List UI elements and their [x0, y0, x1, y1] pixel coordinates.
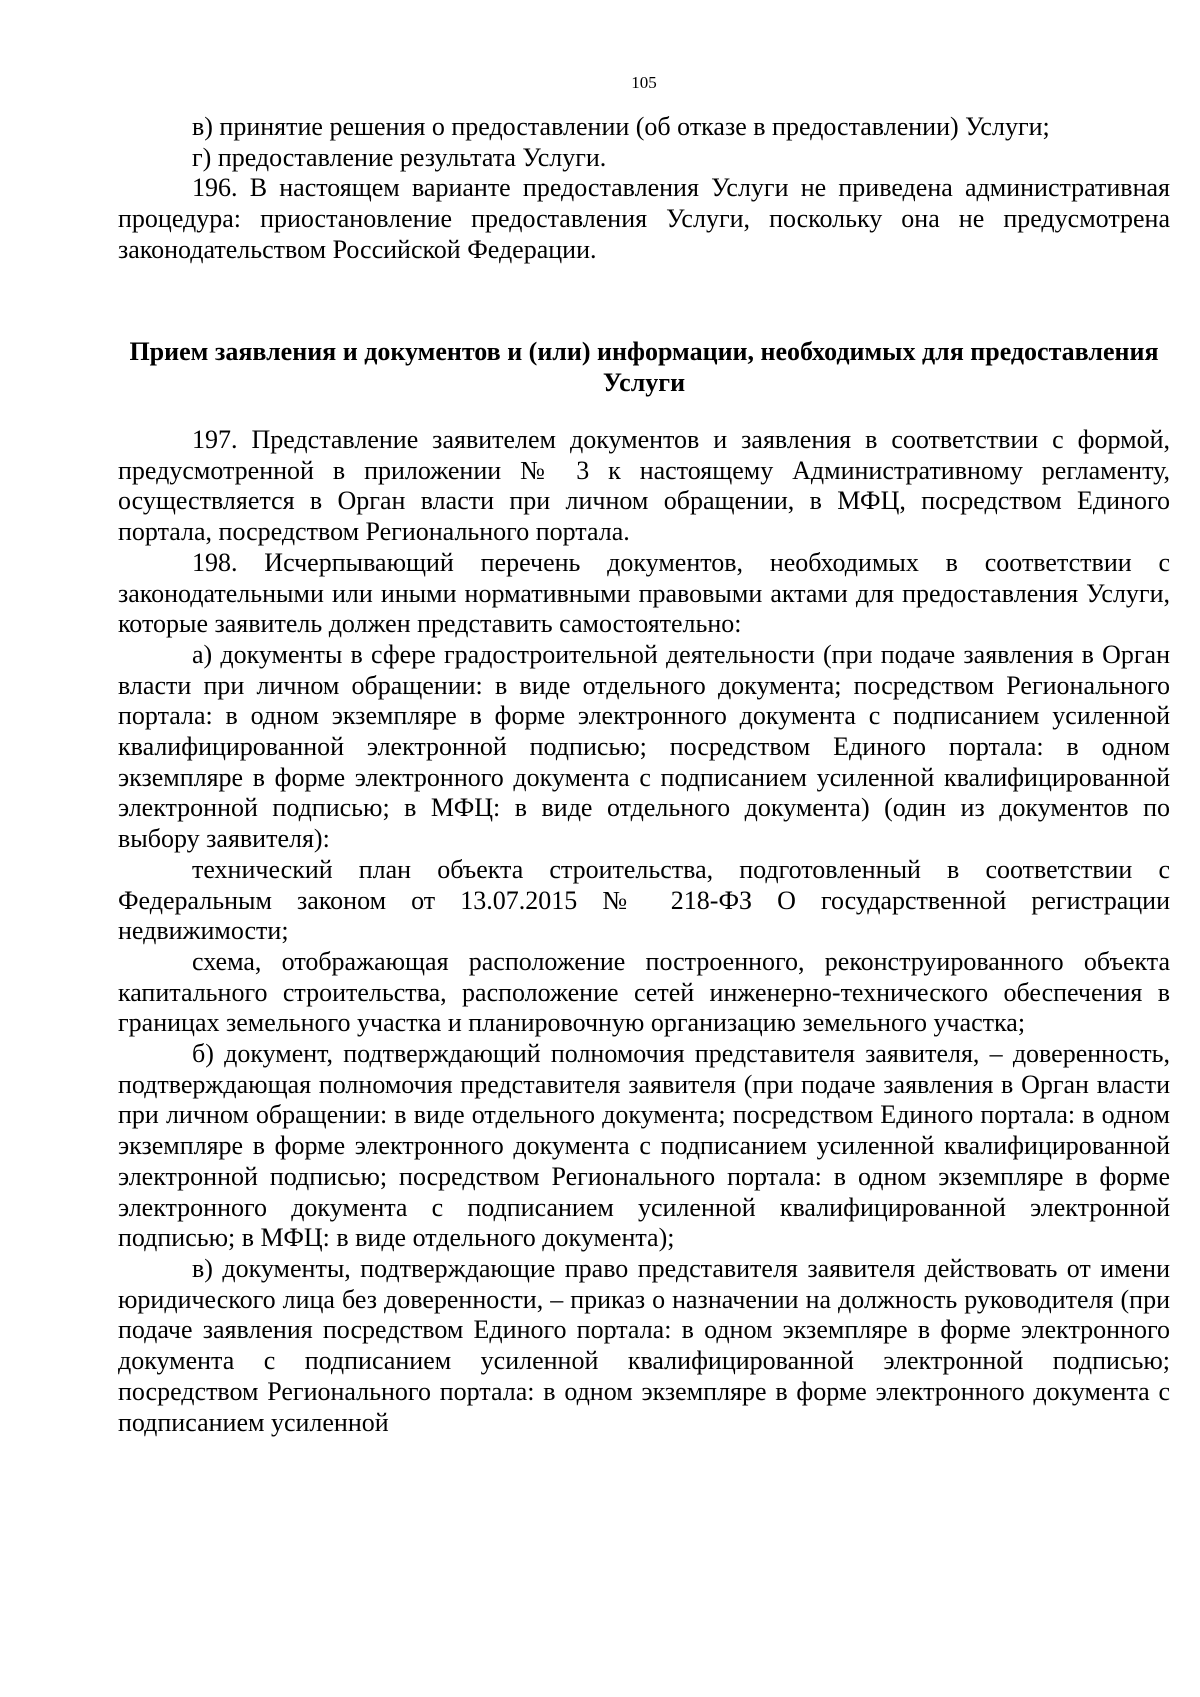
paragraph-197: 197. Представление заявителем документов и заявления в соответствии с формой, предусмотренной в приложении № 3 к настоящему Административному регламенту, осуществляется в Орган власти при личном обращении, в МФЦ, посредством Единого портала, посредством Регионального портала.: [118, 425, 1170, 547]
paragraph-item-a: а) документы в сфере градостроительной деятельности (при подаче заявления в Орган власти при личном обращении: в виде отдельного документа; посредством Регионального портала: в одном экземпляре в форме электронного документа с подписанием усиленной квалифицированной электронной подписью; посредством Единого портала: в одном экземпляре в форме электронного документа с подписанием усиленной квалифицированной электронной подписью; в МФЦ: в виде отдельного документа) (один из документов по выбору заявителя):: [118, 639, 1170, 854]
paragraph-item-v2: в) документы, подтверждающие право представителя заявителя действовать от имени юридического лица без доверенности, – приказ о назначении на должность руководителя (при подаче заявления посредством Единого портала: в одном экземпляре в форме электронного документа с подписанием усиленной квалифицированной электронной подписью; посредством Регионального портала: в одном экземпляре в форме электронного документа с подписанием усиленной: [118, 1253, 1170, 1437]
intro-block: [118, 112, 1170, 266]
paragraph-technical-plan: технический план объекта строительства, подготовленный в соответствии с Федеральным законом от 13.07.2015 № 218-ФЗ О государственной регистрации недвижимости;: [118, 854, 1170, 946]
paragraph-item-g: г) предоставление результата Услуги.: [192, 142, 607, 172]
page-number: 105: [631, 73, 657, 92]
section-heading: Прием заявления и документов и (или) информации, необходимых для предоставления Услуги: [129, 337, 1159, 397]
paragraph-item-v: в) принятие решения о предоставлении (об отказе в предоставлении) Услуги;: [192, 112, 1050, 141]
paragraph-scheme: схема, отображающая расположение построенного, реконструированного объекта капитального строительства, расположение сетей инженерно-технического обеспечения в границах земельного участка и планировочную организацию земельного участка;: [118, 946, 1170, 1038]
paragraph-item-b: б) документ, подтверждающий полномочия представителя заявителя, – доверенность, подтверждающая полномочия представителя заявителя (при подаче заявления в Орган власти при личном обращении: в виде отдельного документа; посредством Единого портала: в одном экземпляре в форме электронного документа с подписанием усиленной квалифицированной электронной подписью; посредством Регионального портала: в одном экземпляре в форме электронного документа с подписанием усиленной квалифицированной электронной подписью; в МФЦ: в виде отдельного документа);: [118, 1039, 1170, 1253]
paragraph-198: 198. Исчерпывающий перечень документов, необходимых в соответствии с законодательными или иными нормативными правовыми актами для предоставления Услуги, которые заявитель должен представить самостоятельно:: [118, 547, 1170, 639]
paragraph-196: 196. В настоящем варианте предоставления Услуги не приведена административная процедура: приостановление предоставления Услуги, поскольку она не предусмотрена законодательством Российской Федерации.: [118, 173, 1170, 264]
body-block: [118, 425, 1170, 1438]
